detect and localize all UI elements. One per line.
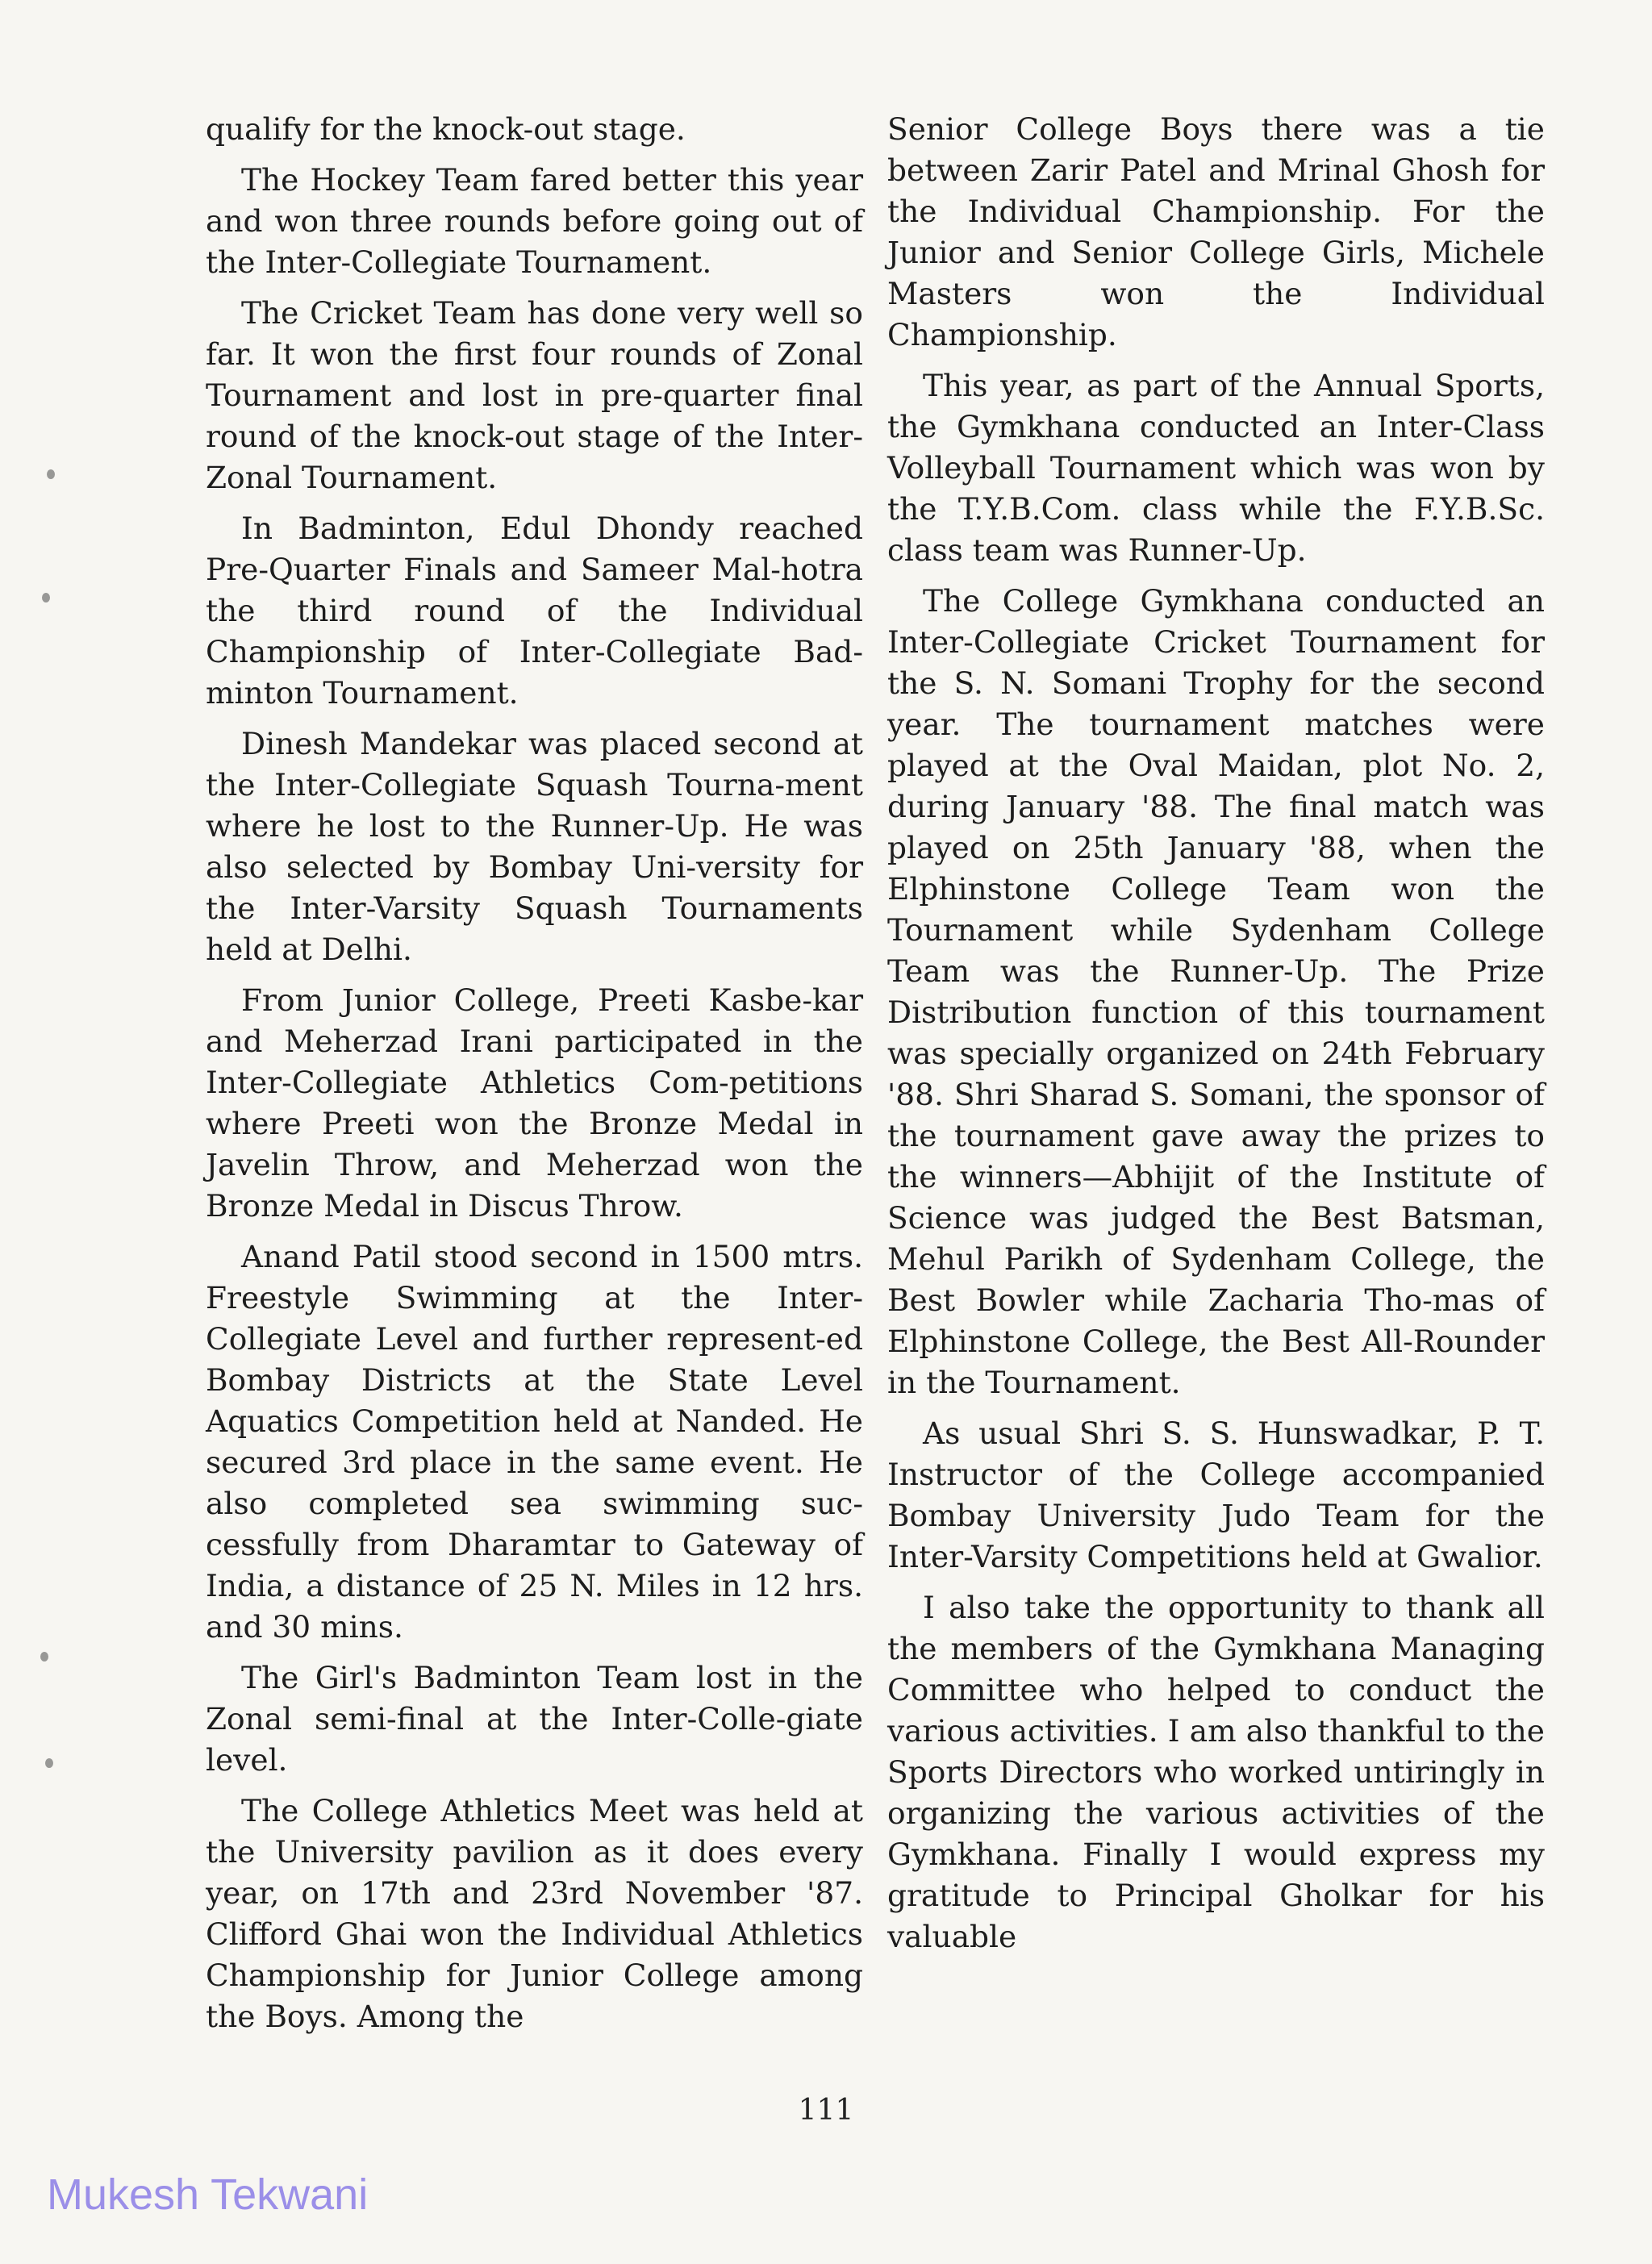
paragraph: This year, as part of the Annual Sports, the Gymkhana conducted an Inter-Class Volleyball Tournament which was won by the T.Y.B.Com. class while the F.Y.B.Sc. class team was Runner-Up. xyxy=(887,368,1545,568)
watermark-text: Mukesh Tekwani xyxy=(47,2170,369,2219)
left-column xyxy=(206,109,863,2047)
paragraph: Anand Patil stood second in 1500 mtrs. Freestyle Swimming at the Inter-Collegiate Level and further represent-ed Bombay Districts at the State Level Aquatics Competition held at Nanded. He secured 3rd place in the same event. He also completed sea swimming suc-cessfully from Dharamtar to Gateway of India, a distance of 25 N. Miles in 12 hrs. and 30 mins. xyxy=(206,1239,863,1645)
paragraph: The Cricket Team has done very well so far. It won the first four rounds of Zonal Tournament and lost in pre-quarter final round of the knock-out stage of the Inter-Zonal Tournament. xyxy=(206,295,863,495)
paragraph: From Junior College, Preeti Kasbe-kar and Meherzad Irani participated in the Inter-Collegiate Athletics Com-petitions where Preeti won the Bronze Medal in Javelin Throw, and Meherzad won the Bronze Medal in Discus Throw. xyxy=(206,982,863,1224)
paragraph: As usual Shri S. S. Hunswadkar, P. T. Instructor of the College accompanied Bombay University Judo Team for the Inter-Varsity Competitions held at Gwalior. xyxy=(887,1416,1545,1574)
paragraph: The Hockey Team fared better this year and won three rounds before going out of the Inter-Collegiate Tournament. xyxy=(206,162,863,280)
scan-speck xyxy=(40,1652,48,1662)
paragraph: qualify for the knock-out stage. xyxy=(206,111,686,147)
paragraph: The College Gymkhana conducted an Inter-Collegiate Cricket Tournament for the S. N. Somani Trophy for the second year. The tournament matches were played at the Oval Maidan, plot No. 2, during January '88. The final match was played on 25th January '88, when the Elphinstone College Team won the Tournament while Sydenham College Team was the Runner-Up. The Prize Distribution function of this tournament was specially organized on 24th February '88. Shri Sharad S. Somani, the sponsor of the tournament gave away the prizes to the winners—Abhijit of the Institute of Science was judged the Best Batsman, Mehul Parikh of Sydenham College, the Best Bowler while Zacharia Tho-mas of Elphinstone College, the Best All-Rounder in the Tournament. xyxy=(887,583,1545,1400)
paragraph: I also take the opportunity to thank all the members of the Gymkhana Managing Committee who helped to conduct the various activities. I am also thankful to the Sports Directors who worked untiringly in organizing the various activities of the Gymkhana. Finally I would express my gratitude to Principal Gholkar for his valuable xyxy=(887,1590,1545,1954)
scan-speck xyxy=(47,469,55,479)
paragraph: The Girl's Badminton Team lost in the Zonal semi-final at the Inter-Colle-giate level. xyxy=(206,1660,863,1778)
right-column xyxy=(887,109,1545,1967)
scan-speck xyxy=(42,593,50,602)
scan-speck xyxy=(45,1758,53,1768)
paragraph: In Badminton, Edul Dhondy reached Pre-Quarter Finals and Sameer Mal-hotra the third round of the Individual Championship of Inter-Collegiate Bad-minton Tournament. xyxy=(206,511,863,711)
paragraph: The College Athletics Meet was held at the University pavilion as it does every year, on 17th and 23rd November '87. Clifford Ghai won the Individual Athletics Championship for Junior College among the Boys. Among the xyxy=(206,1793,863,2034)
paragraph: Senior College Boys there was a tie between Zarir Patel and Mrinal Ghosh for the Individual Championship. For the Junior and Senior College Girls, Michele Masters won the Individual Championship. xyxy=(887,111,1545,352)
page-number: 111 xyxy=(798,2094,854,2127)
paragraph: Dinesh Mandekar was placed second at the Inter-Collegiate Squash Tourna-ment where he lost to the Runner-Up. He was also selected by Bombay Uni-versity for the Inter-Varsity Squash Tournaments held at Delhi. xyxy=(206,726,863,967)
